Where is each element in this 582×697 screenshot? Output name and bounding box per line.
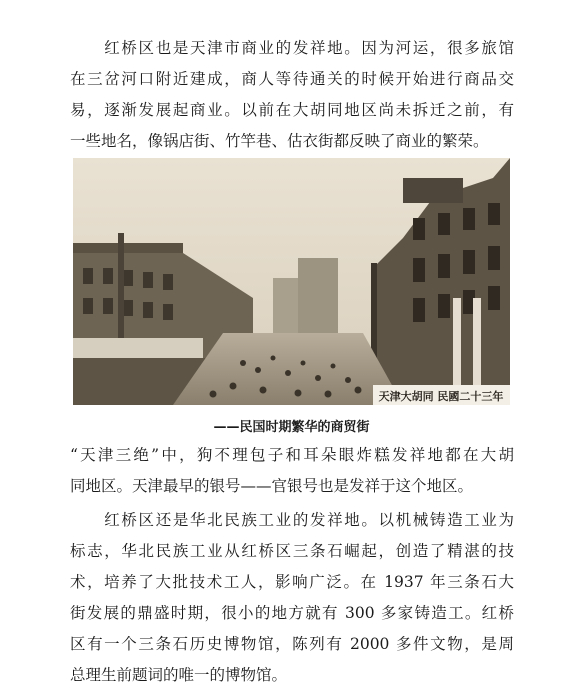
photo-stamp-text: 天津大胡同 民國二十三年: [378, 390, 504, 403]
text-line: 一些地名，像锅店街、竹竿巷、估衣街都反映了商业的繁荣。: [70, 132, 489, 150]
street-scene-illustration: [73, 158, 510, 405]
text-line: 标志，华北民族工业从红桥区三条石崛起，创造了精湛的技: [70, 542, 514, 560]
text-line: 术，培养了大批技术工人，影响广泛。在 1937 年三条石大: [70, 573, 514, 591]
paragraph-famous-foods: [70, 440, 514, 502]
paragraph-industry: [70, 505, 514, 691]
paragraph-commerce: [70, 33, 514, 157]
text-line: 同地区。天津最早的银号——官银号也是发祥于这个地区。: [70, 477, 474, 495]
text-line: 区有一个三条石历史博物馆，陈列有 2000 多件文物，是周: [70, 635, 514, 653]
historic-street-photo: [73, 158, 510, 405]
text-line: “天津三绝”中，狗不理包子和耳朵眼炸糕发祥地都在大胡: [70, 446, 514, 464]
text-line: 总理生前题词的唯一的博物馆。: [70, 666, 288, 684]
text-line: 街发展的鼎盛时期，很小的地方就有 300 多家铸造工。红桥: [70, 604, 514, 622]
text-line: 红桥区还是华北民族工业的发祥地。以机械铸造工业为: [70, 511, 514, 529]
text-line: 易，逐渐发展起商业。以前在大胡同地区尚未拆迁之前，有: [70, 101, 514, 119]
photo-caption: ——民国时期繁华的商贸街: [213, 420, 370, 435]
text-line: 红桥区也是天津市商业的发祥地。因为河运，很多旅馆: [70, 39, 514, 57]
text-line: 在三岔河口附近建成，商人等待通关的时候开始进行商品交: [70, 70, 514, 88]
